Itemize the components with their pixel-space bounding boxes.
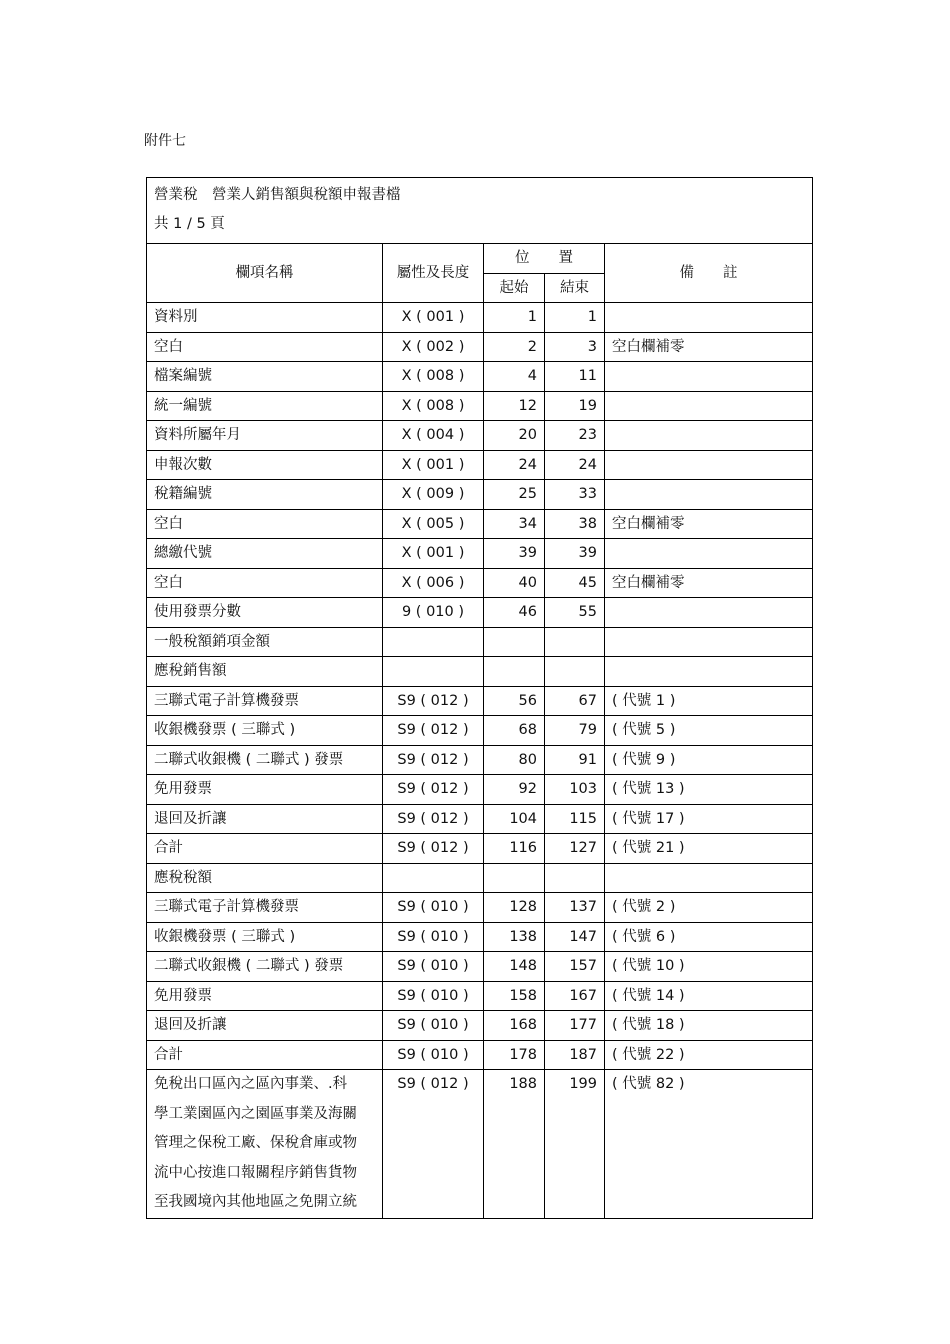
table-row [147, 716, 813, 746]
header-row-1 [147, 244, 813, 274]
start-position-cell: 40 [484, 568, 545, 598]
field-name-line: 流中心按進口報關程序銷售貨物 [154, 1164, 357, 1181]
field-name-line: 學工業園區內之園區事業及海關 [154, 1105, 357, 1122]
start-position-cell: 128 [484, 893, 545, 923]
table-row [147, 303, 813, 333]
field-name-cell [147, 1070, 383, 1219]
end-position-cell: 11 [545, 362, 605, 392]
start-position-cell [484, 657, 545, 687]
attr-length-cell: X ( 001 ) [383, 539, 484, 569]
start-position-cell: 92 [484, 775, 545, 805]
attr-length-cell: S9 ( 012 ) [383, 834, 484, 864]
start-position-cell: 168 [484, 1011, 545, 1041]
attr-length-cell [383, 657, 484, 687]
start-position-cell: 12 [484, 391, 545, 421]
attr-length-cell: S9 ( 010 ) [383, 1011, 484, 1041]
end-position-cell [545, 863, 605, 893]
table-row [147, 952, 813, 982]
field-name-cell: 二聯式收銀機 ( 二聯式 ) 發票 [147, 745, 383, 775]
header-position: 位 置 [484, 244, 605, 274]
end-position-cell: 39 [545, 539, 605, 569]
table-row [147, 657, 813, 687]
remarks-cell: 空白欄補零 [605, 332, 813, 362]
field-name-cell: 空白 [147, 509, 383, 539]
table-row [147, 922, 813, 952]
start-position-cell: 2 [484, 332, 545, 362]
end-position-cell: 19 [545, 391, 605, 421]
remarks-cell [605, 480, 813, 510]
attr-length-cell: 9 ( 010 ) [383, 598, 484, 628]
attr-length-cell: X ( 008 ) [383, 362, 484, 392]
end-position-cell: 127 [545, 834, 605, 864]
attr-length-cell: X ( 009 ) [383, 480, 484, 510]
remarks-cell: ( 代號 6 ) [605, 922, 813, 952]
attr-length-cell: S9 ( 010 ) [383, 1040, 484, 1070]
start-position-cell: 138 [484, 922, 545, 952]
field-name-cell: 統一編號 [147, 391, 383, 421]
field-name-cell: 退回及折讓 [147, 1011, 383, 1041]
field-name-line: 至我國境內其他地區之免開立統 [154, 1194, 357, 1210]
attr-length-cell [383, 863, 484, 893]
table-title-cell [147, 178, 813, 244]
end-position-cell: 67 [545, 686, 605, 716]
start-position-cell: 148 [484, 952, 545, 982]
end-position-cell: 137 [545, 893, 605, 923]
table-title: 營業稅 營業人銷售額與稅額申報書檔 [154, 187, 401, 203]
field-name-cell: 收銀機發票 ( 三聯式 ) [147, 922, 383, 952]
field-name-cell: 申報次數 [147, 450, 383, 480]
remarks-cell [605, 863, 813, 893]
field-name-cell: 合計 [147, 834, 383, 864]
remarks-cell: 空白欄補零 [605, 568, 813, 598]
attr-length-cell: X ( 002 ) [383, 332, 484, 362]
table-page-info: 共 1 / 5 頁 [154, 216, 225, 232]
table-row [147, 362, 813, 392]
remarks-cell [605, 391, 813, 421]
attr-length-cell: S9 ( 012 ) [383, 716, 484, 746]
field-name-cell: 檔案編號 [147, 362, 383, 392]
field-name-cell: 三聯式電子計算機發票 [147, 893, 383, 923]
field-name-cell: 應稅銷售額 [147, 657, 383, 687]
table-row [147, 450, 813, 480]
remarks-cell [605, 303, 813, 333]
field-name-cell: 免用發票 [147, 981, 383, 1011]
attachment-label: 附件七 [144, 133, 186, 149]
start-position-cell: 34 [484, 509, 545, 539]
start-position-cell: 188 [484, 1070, 545, 1219]
remarks-cell: ( 代號 9 ) [605, 745, 813, 775]
field-name-cell: 退回及折讓 [147, 804, 383, 834]
start-position-cell: 56 [484, 686, 545, 716]
field-name-cell: 三聯式電子計算機發票 [147, 686, 383, 716]
field-name-cell: 合計 [147, 1040, 383, 1070]
end-position-cell: 157 [545, 952, 605, 982]
end-position-cell: 103 [545, 775, 605, 805]
field-name-cell: 資料別 [147, 303, 383, 333]
remarks-cell [605, 539, 813, 569]
table-row [147, 834, 813, 864]
start-position-cell: 80 [484, 745, 545, 775]
start-position-cell: 158 [484, 981, 545, 1011]
end-position-cell: 55 [545, 598, 605, 628]
attr-length-cell: X ( 001 ) [383, 450, 484, 480]
table-row [147, 863, 813, 893]
table-row [147, 509, 813, 539]
end-position-cell: 187 [545, 1040, 605, 1070]
end-position-cell: 3 [545, 332, 605, 362]
end-position-cell: 79 [545, 716, 605, 746]
attr-length-cell: S9 ( 012 ) [383, 1070, 484, 1219]
table-row [147, 981, 813, 1011]
table-row [147, 686, 813, 716]
table-row [147, 627, 813, 657]
end-position-cell: 115 [545, 804, 605, 834]
remarks-cell: ( 代號 18 ) [605, 1011, 813, 1041]
attr-length-cell: X ( 004 ) [383, 421, 484, 451]
attr-length-cell: X ( 005 ) [383, 509, 484, 539]
attr-length-cell: X ( 006 ) [383, 568, 484, 598]
table-row [147, 332, 813, 362]
start-position-cell: 4 [484, 362, 545, 392]
table-row [147, 804, 813, 834]
end-position-cell [545, 627, 605, 657]
field-name-cell: 總繳代號 [147, 539, 383, 569]
table-row [147, 1011, 813, 1041]
remarks-cell [605, 657, 813, 687]
table-row-multiline [147, 1070, 813, 1219]
field-name-line: 免稅出口區內之區內事業、.科 [154, 1076, 348, 1092]
start-position-cell: 116 [484, 834, 545, 864]
start-position-cell: 1 [484, 303, 545, 333]
remarks-cell: ( 代號 17 ) [605, 804, 813, 834]
end-position-cell: 199 [545, 1070, 605, 1219]
attr-length-cell: S9 ( 012 ) [383, 804, 484, 834]
attr-length-cell: X ( 001 ) [383, 303, 484, 333]
field-name-cell: 稅籍編號 [147, 480, 383, 510]
table-row [147, 480, 813, 510]
header-field-name: 欄項名稱 [147, 244, 383, 303]
table-row [147, 745, 813, 775]
field-name-cell: 空白 [147, 568, 383, 598]
attr-length-cell: X ( 008 ) [383, 391, 484, 421]
header-remarks: 備 註 [605, 244, 813, 303]
remarks-cell: ( 代號 2 ) [605, 893, 813, 923]
attr-length-cell: S9 ( 012 ) [383, 686, 484, 716]
attr-length-cell: S9 ( 010 ) [383, 922, 484, 952]
table-row [147, 391, 813, 421]
remarks-cell [605, 362, 813, 392]
start-position-cell [484, 863, 545, 893]
end-position-cell: 23 [545, 421, 605, 451]
end-position-cell: 24 [545, 450, 605, 480]
field-name-cell: 免用發票 [147, 775, 383, 805]
table-row [147, 539, 813, 569]
start-position-cell: 39 [484, 539, 545, 569]
table-row [147, 775, 813, 805]
remarks-cell [605, 627, 813, 657]
end-position-cell: 33 [545, 480, 605, 510]
attr-length-cell [383, 627, 484, 657]
header-end: 結束 [545, 273, 605, 303]
remarks-cell: ( 代號 5 ) [605, 716, 813, 746]
table-row [147, 1040, 813, 1070]
remarks-cell: ( 代號 10 ) [605, 952, 813, 982]
remarks-cell [605, 421, 813, 451]
end-position-cell [545, 657, 605, 687]
attr-length-cell: S9 ( 010 ) [383, 893, 484, 923]
table-row [147, 568, 813, 598]
table-row [147, 893, 813, 923]
end-position-cell: 45 [545, 568, 605, 598]
table-title-row [147, 178, 813, 244]
remarks-cell: ( 代號 14 ) [605, 981, 813, 1011]
field-name-cell: 資料所屬年月 [147, 421, 383, 451]
end-position-cell: 38 [545, 509, 605, 539]
file-spec-table [146, 177, 813, 1219]
remarks-cell [605, 450, 813, 480]
start-position-cell: 104 [484, 804, 545, 834]
attr-length-cell: S9 ( 010 ) [383, 952, 484, 982]
field-name-line: 管理之保稅工廠、保稅倉庫或物 [154, 1135, 357, 1151]
field-name-cell: 二聯式收銀機 ( 二聯式 ) 發票 [147, 952, 383, 982]
table-row [147, 598, 813, 628]
remarks-cell: ( 代號 82 ) [605, 1070, 813, 1219]
remarks-cell: 空白欄補零 [605, 509, 813, 539]
start-position-cell: 46 [484, 598, 545, 628]
remarks-cell: ( 代號 13 ) [605, 775, 813, 805]
end-position-cell: 167 [545, 981, 605, 1011]
table-row [147, 421, 813, 451]
start-position-cell: 25 [484, 480, 545, 510]
field-name-cell: 應稅稅額 [147, 863, 383, 893]
remarks-cell: ( 代號 1 ) [605, 686, 813, 716]
attr-length-cell: S9 ( 010 ) [383, 981, 484, 1011]
remarks-cell: ( 代號 22 ) [605, 1040, 813, 1070]
remarks-cell [605, 598, 813, 628]
start-position-cell: 20 [484, 421, 545, 451]
end-position-cell: 1 [545, 303, 605, 333]
attr-length-cell: S9 ( 012 ) [383, 775, 484, 805]
start-position-cell: 24 [484, 450, 545, 480]
end-position-cell: 177 [545, 1011, 605, 1041]
end-position-cell: 147 [545, 922, 605, 952]
start-position-cell: 178 [484, 1040, 545, 1070]
start-position-cell: 68 [484, 716, 545, 746]
field-name-cell: 空白 [147, 332, 383, 362]
field-name-cell: 使用發票分數 [147, 598, 383, 628]
field-name-cell: 收銀機發票 ( 三聯式 ) [147, 716, 383, 746]
start-position-cell [484, 627, 545, 657]
header-attr-length: 屬性及長度 [383, 244, 484, 303]
field-name-cell: 一般稅額銷項金額 [147, 627, 383, 657]
end-position-cell: 91 [545, 745, 605, 775]
attr-length-cell: S9 ( 012 ) [383, 745, 484, 775]
remarks-cell: ( 代號 21 ) [605, 834, 813, 864]
header-start: 起始 [484, 273, 545, 303]
